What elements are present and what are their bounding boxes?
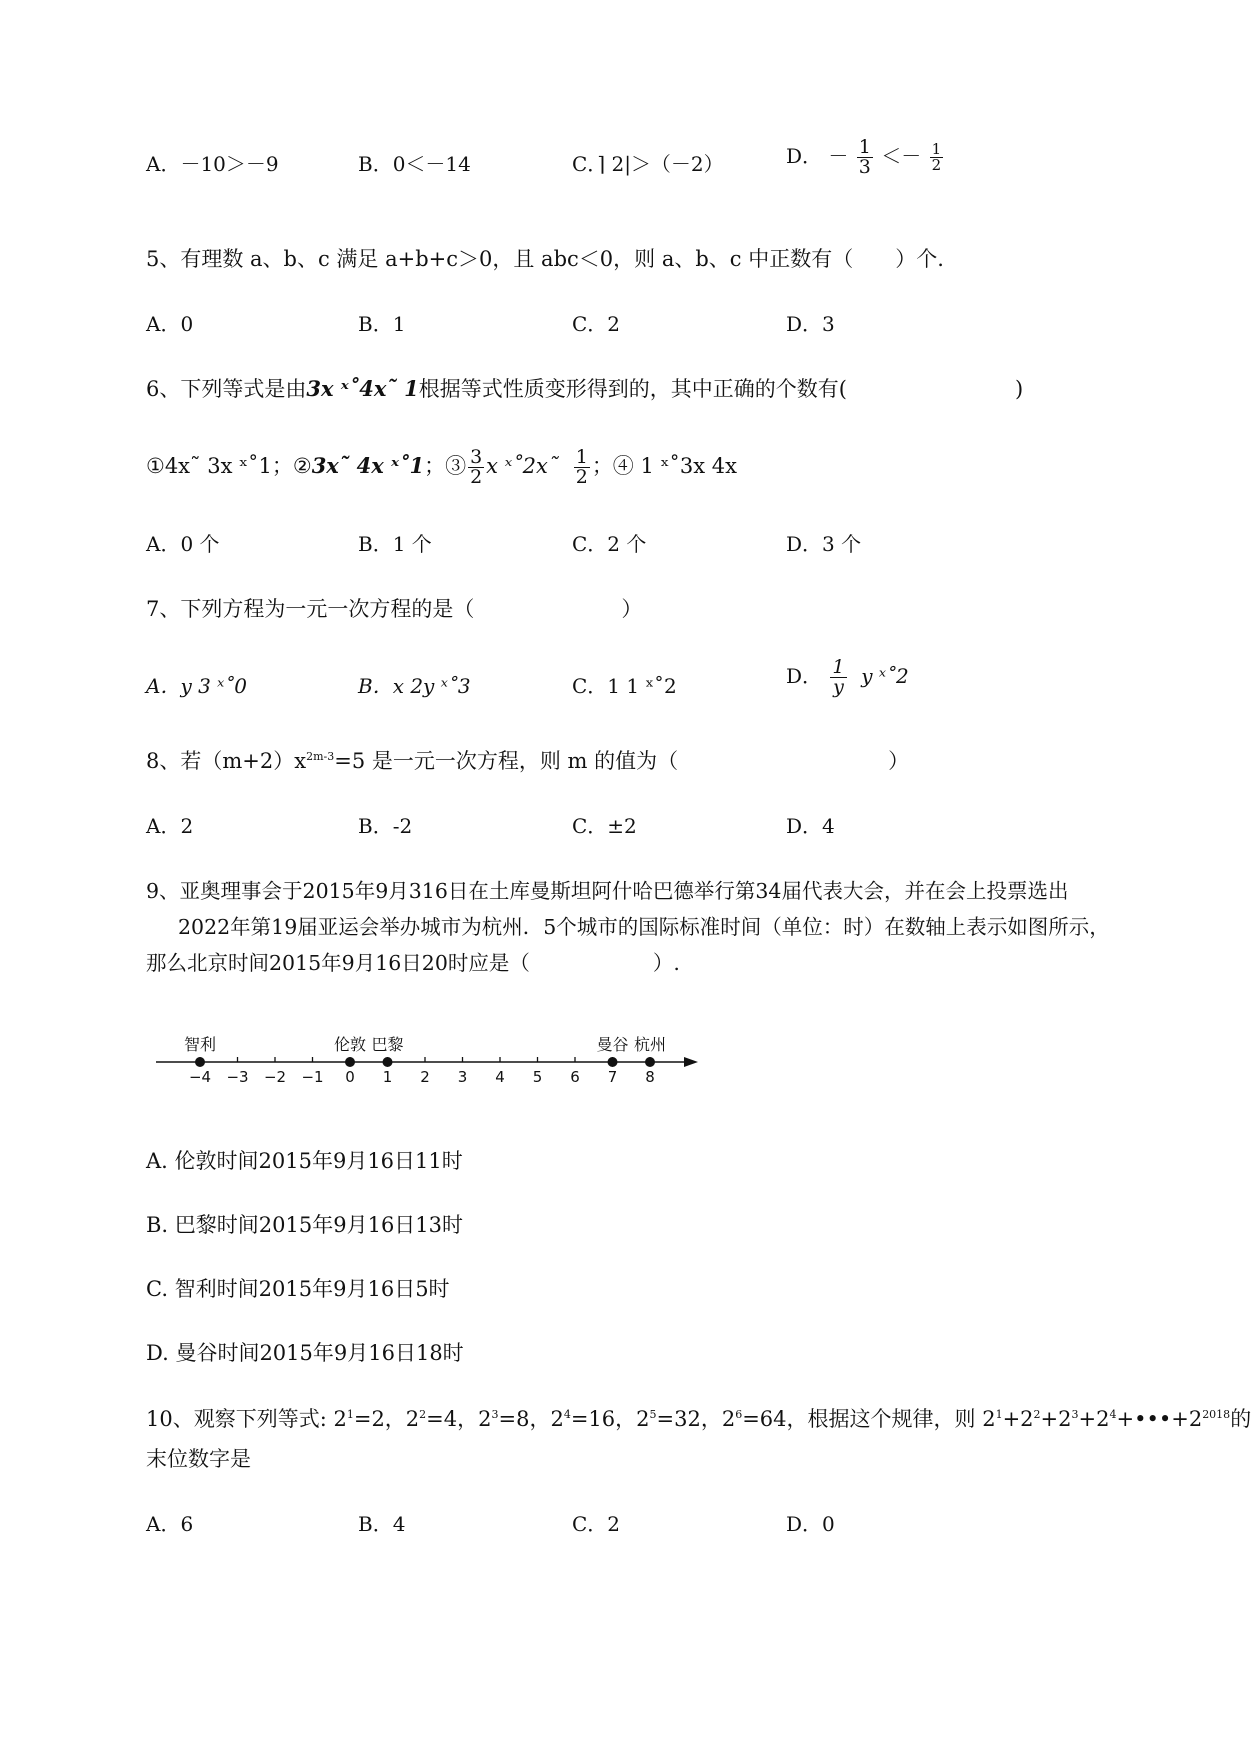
q4-option-d-fraction-2: $\frac{1}{2}$ [931,140,942,174]
q8-option-a: A．2 [146,814,194,838]
q4-option-d-mid: ＜－ [881,144,922,168]
city-label: 伦敦 [333,1035,367,1054]
city-point [383,1057,393,1067]
tick-label: 8 [645,1068,655,1086]
q10-text: =8，2 [498,1407,564,1431]
q10-exp: 1 [995,1408,1003,1421]
tick-label: 3 [457,1068,468,1086]
q10-option-c: C．2 [572,1512,621,1536]
q10-text: +2 [1002,1407,1034,1431]
q6-statement-1: ①4x˜ 3x ˣ˚1；② [146,454,312,478]
q10-exp: 3 [491,1408,499,1421]
q8-stem [146,746,909,776]
q9-option-b: B. 巴黎时间2015年9月16日13时 [146,1213,464,1237]
q5-stem: 5、有理数 a、b、c 满足 a+b+c＞0，且 abc＜0，则 a、b、c 中正数有（ ）个. [146,247,944,271]
q6-option-a: A．0 个 [146,532,220,556]
tick-label: −2 [263,1068,287,1086]
q6-statement-3-fraction: $\frac{3}{2}$ [470,446,483,488]
q10-exp: 6 [735,1408,743,1421]
q9-option-c: C. 智利时间2015年9月16日5时 [146,1277,450,1301]
q10-exp: 3 [1071,1408,1079,1421]
q4-option-c [572,150,724,178]
q4-option-d-minus: － [828,144,849,168]
number-line [156,1035,698,1086]
q6-option-b: B．1 个 [358,532,432,556]
q6-statement-4: ；④ 1 ˣ˚3x 4x [591,454,738,478]
q10-stem-line-2: 末位数字是 [146,1447,251,1471]
tick-label: −3 [226,1068,249,1086]
q10-exp: 5 [649,1408,657,1421]
q6-statement-3-prefix: ；③ [424,454,467,478]
tick-label: 7 [607,1068,618,1086]
arrow-right-icon [684,1057,698,1067]
q8-exponent: 2m-3 [306,750,335,763]
city-label: 巴黎 [371,1035,404,1054]
q5-option-a: A．0 [146,312,194,336]
city-label: 杭州 [633,1035,667,1054]
tick-label: 6 [570,1068,580,1086]
q8-stem-post: =5 是一元一次方程，则 m 的值为（ ） [334,749,910,773]
q8-stem-pre: 8、若（m+2）x [146,749,307,773]
number-line-figure [150,1030,710,1090]
q7-option-b: B．x 2y ˣ˚3 [358,674,471,698]
city-point [345,1057,355,1067]
q8-option-b: B．-2 [358,814,413,838]
tick-label: −4 [188,1068,212,1086]
q9-option-d: D. 曼谷时间2015年9月16日18时 [146,1341,464,1365]
city-point [645,1057,655,1067]
q7-option-a: A．y 3 ˣ˚0 [146,674,248,698]
q10-option-a: A．6 [146,1512,194,1536]
city-label: 智利 [183,1035,217,1054]
q10-option-b: B．4 [358,1512,406,1536]
q10-stem-line-1 [146,1404,1251,1434]
q10-exp: 4 [1109,1408,1117,1421]
tick-label: −1 [301,1068,324,1086]
q4-option-c-abs: ⌉ 2| [597,152,631,176]
tick-label: 1 [382,1068,393,1086]
q10-text: +2 [1040,1407,1072,1431]
q10-text: =4，2 [426,1407,492,1431]
q6-stem-pre: 6、下列等式是由 [146,377,307,401]
q10-text: =16，2 [570,1407,650,1431]
q6-statement-2: 3x˜ 4x ˣ˚1 [311,453,425,478]
q10-exp: 2018 [1202,1408,1231,1421]
q7-option-d-prefix: D． [786,664,823,688]
q10-exp: 4 [563,1408,571,1421]
q10-exp: 2 [1033,1408,1041,1421]
q5-option-d: D．3 [786,312,835,336]
city-label: 曼谷 [596,1035,629,1054]
q10-text: =32，2 [656,1407,736,1431]
q4-option-a: A．－10＞－9 [146,152,279,176]
q4-option-d [786,138,945,177]
q6-statement-3-fraction-2: $\frac{1}{2}$ [575,446,588,488]
q4-option-b: B．0＜－14 [358,152,471,176]
tick-label: 0 [345,1068,355,1086]
q6-statements [146,448,737,487]
q10-exp: 2 [419,1408,427,1421]
tick-label: 5 [532,1068,543,1086]
q6-stem-equation: 3x ˣ˚4x˜ 1 [306,376,419,401]
q10-text: =64，根据这个规律，则 2 [742,1407,996,1431]
q6-statement-3-tail: x ˣ˚2x˜ [486,454,559,478]
q7-option-c: C．1 1 ˣ˚2 [572,674,677,698]
q10-option-d: D．0 [786,1512,835,1536]
tick-label: 4 [495,1068,505,1086]
q10-text: 10、观察下列等式: 2 [146,1407,347,1431]
q7-option-d [786,658,909,697]
q7-option-d-fraction: $\frac{1}{y}$ [832,656,845,698]
q10-text: +•••+2 [1116,1407,1203,1431]
q4-option-c-rest: ＞（－2） [630,152,724,176]
q6-stem-post: 根据等式性质变形得到的，其中正确的个数有( ) [418,377,1024,401]
q4-option-d-fraction-1: $\frac{1}{3}$ [858,136,871,178]
q10-exp: 1 [346,1408,354,1421]
q10-text: 的 [1230,1407,1251,1431]
q4-option-d-prefix: D． [786,144,823,168]
q9-option-a: A. 伦敦时间2015年9月16日11时 [146,1149,463,1173]
q4-option-c-prefix: C． [572,152,598,176]
q6-option-c: C．2 个 [572,532,647,556]
city-point [195,1057,205,1067]
q7-stem: 7、下列方程为一元一次方程的是（ ） [146,597,643,621]
q10-text: =2，2 [353,1407,420,1431]
q8-option-d: D．4 [786,814,835,838]
q10-text: +2 [1078,1407,1110,1431]
q6-stem [146,374,1023,404]
q6-option-d: D．3 个 [786,532,862,556]
city-point [608,1057,618,1067]
q7-option-d-tail: y ˣ˚2 [861,664,909,688]
q9-stem-line-1: 9、亚奥理事会于2015年9月316日在土库曼斯坦阿什哈巴德举行第34届代表大会，并在会上投票选出 [146,879,1069,903]
q8-option-c: C．±2 [572,814,637,838]
q9-stem-line-3: 那么北京时间2015年9月16日20时应是（ ）. [146,951,680,975]
q5-option-b: B．1 [358,312,406,336]
q5-option-c: C．2 [572,312,621,336]
q9-stem-line-2: 2022年第19届亚运会举办城市为杭州．5个城市的国际标准时间（单位：时）在数轴上表示如图所示， [178,915,1110,939]
tick-label: 2 [420,1068,430,1086]
